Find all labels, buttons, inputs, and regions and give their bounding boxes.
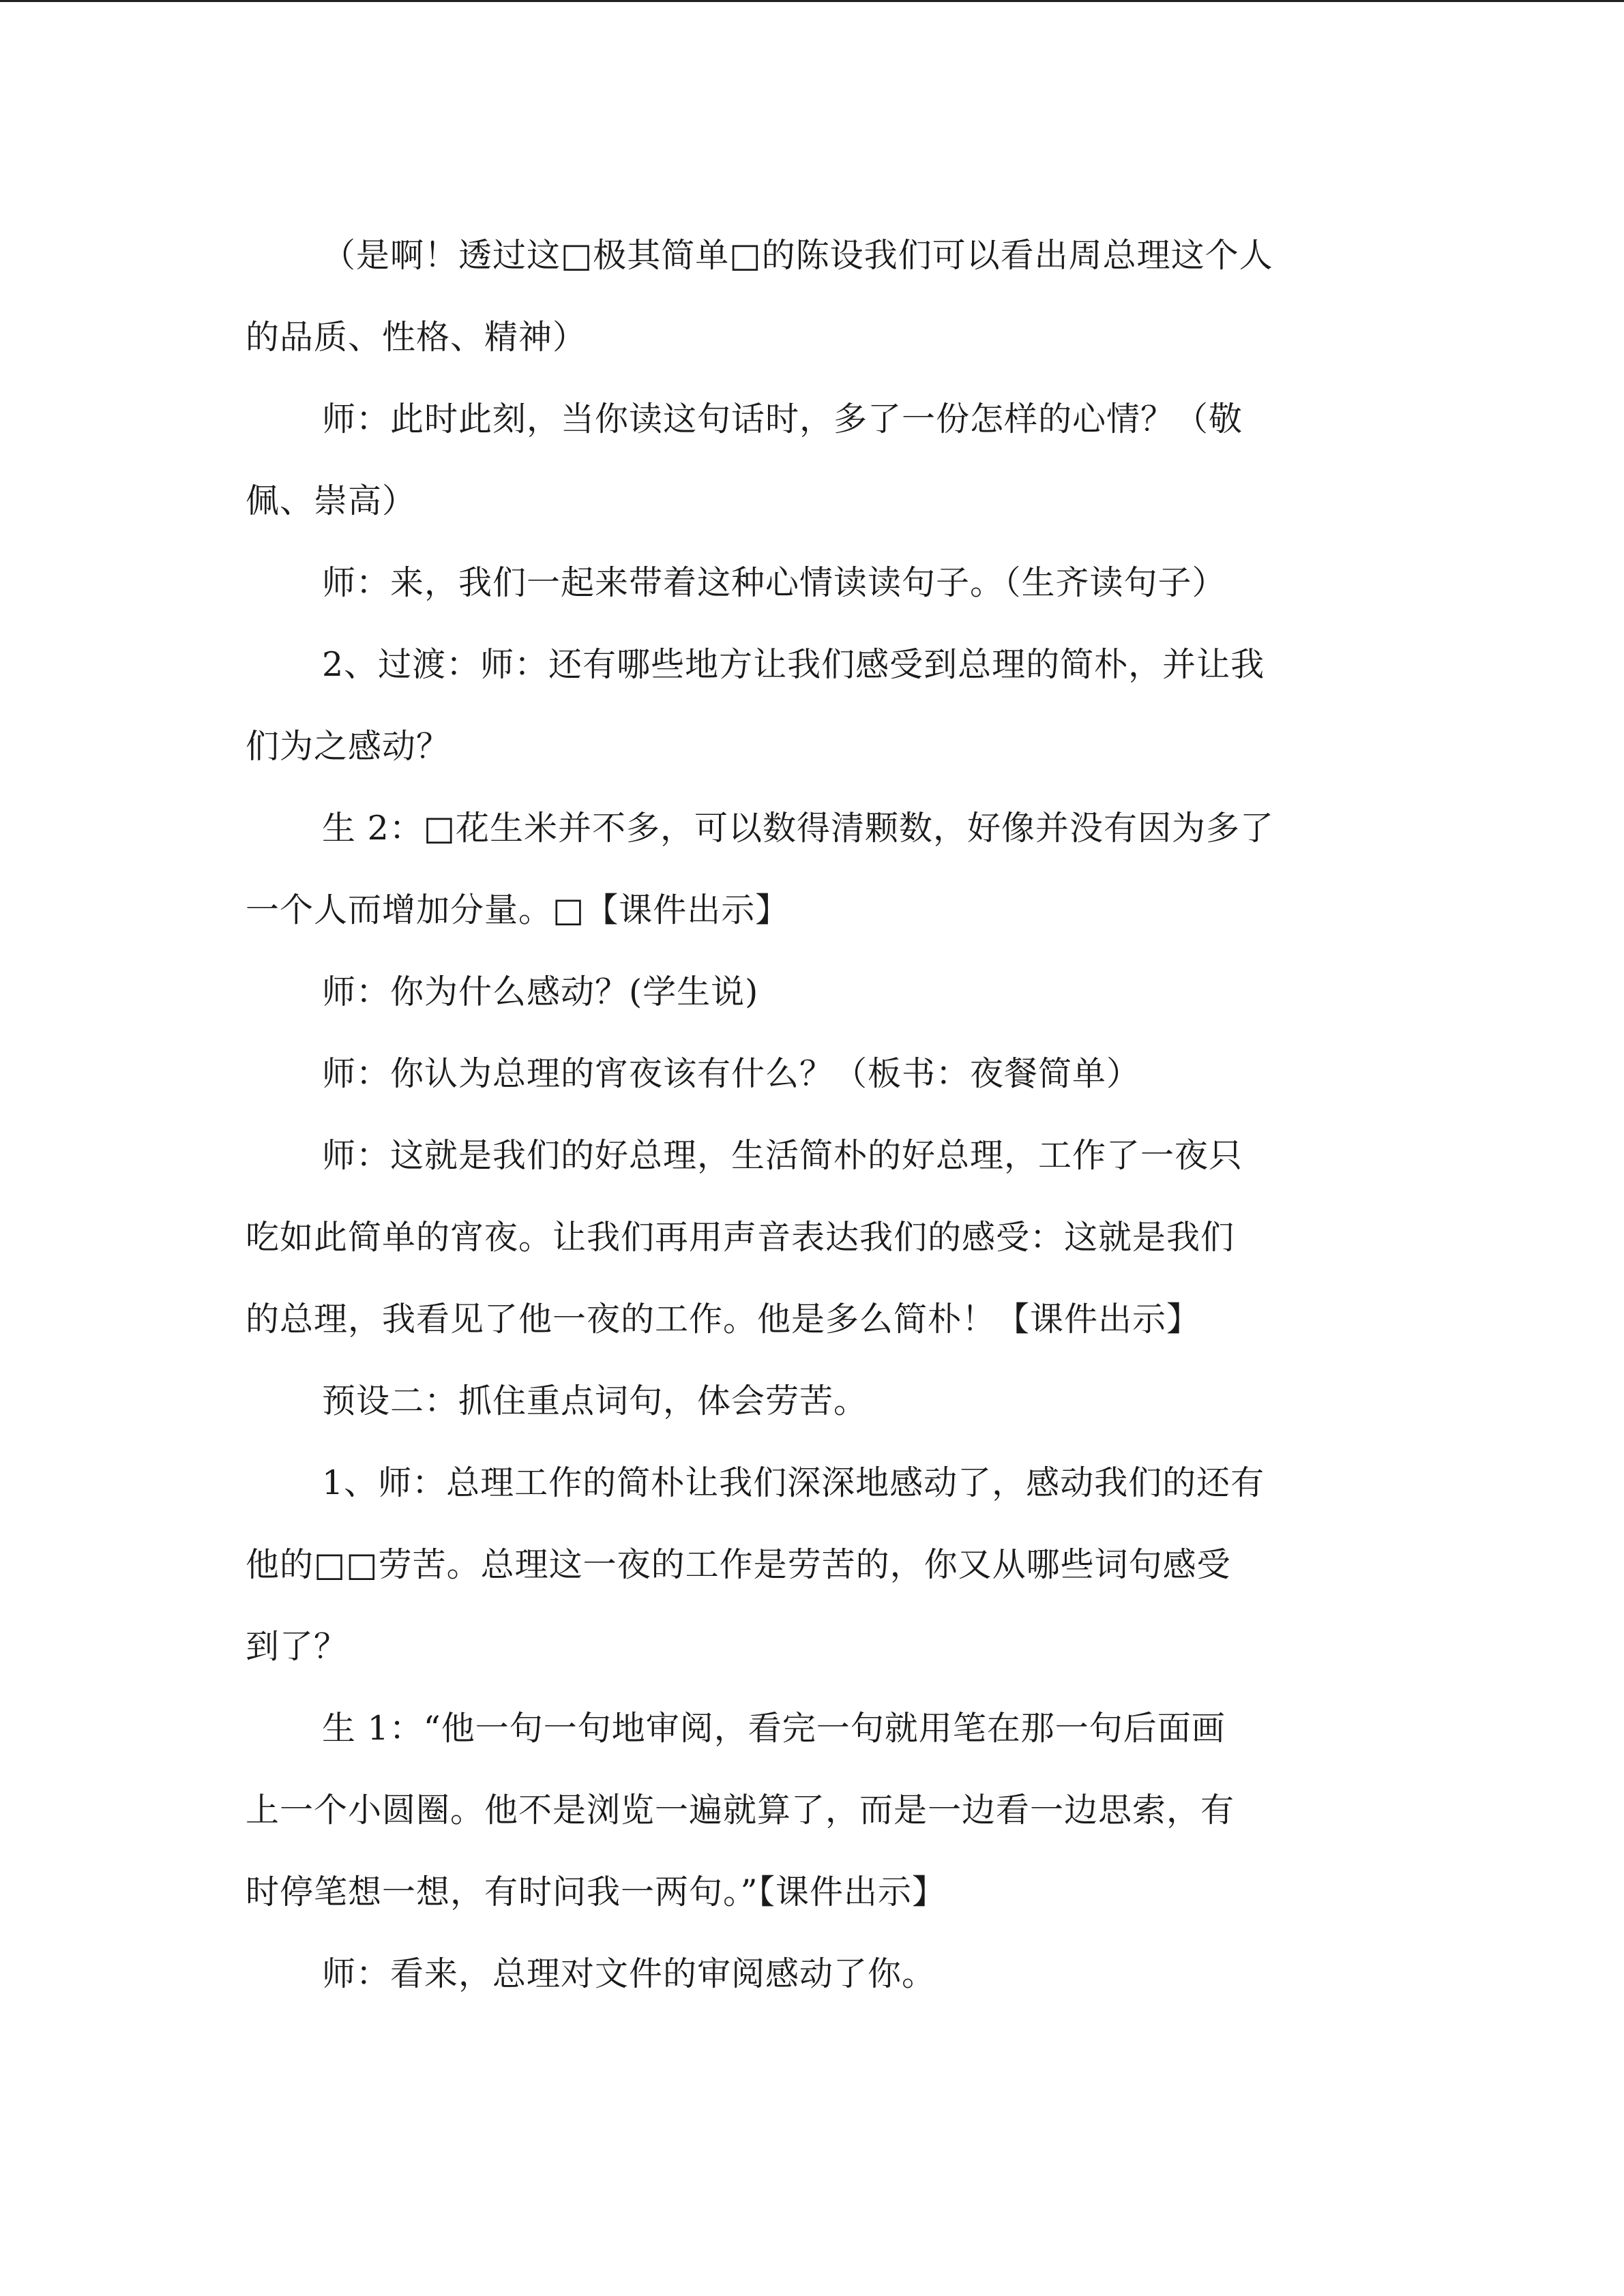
paragraph-line: 2、过渡：师：还有哪些地方让我们感受到总理的简朴，并让我	[322, 645, 1265, 684]
paragraph-line: 师：看来，总理对文件的审阅感动了你。	[322, 1954, 936, 1993]
paragraph-line: 师：这就是我们的好总理，生活简朴的好总理，工作了一夜只	[322, 1136, 1243, 1175]
paragraph-line: 生 2：□花生米并不多，可以数得清颗数，好像并没有因为多了	[322, 809, 1275, 848]
paragraph-line: 的总理，我看见了他一夜的工作。他是多么简朴！【课件出示】	[246, 1300, 1201, 1339]
paragraph-line: 们为之感动？	[246, 727, 451, 766]
paragraph-line: 到了？	[246, 1627, 349, 1666]
paragraph-line: 1、师：总理工作的简朴让我们深深地感动了，感动我们的还有	[322, 1463, 1265, 1502]
document-body	[246, 215, 1381, 2015]
paragraph-line: 一个人而增加分量。□【课件出示】	[246, 891, 790, 929]
paragraph-line: 时停笔想一想，有时问我一两句。”【课件出示】	[246, 1873, 947, 1911]
page-top-border	[0, 0, 1624, 2]
paragraph-line: 佩、崇高）	[246, 481, 417, 520]
paragraph-line: 师：你为什么感动？(学生说)	[322, 972, 759, 1011]
paragraph-line: 师：此时此刻，当你读这句话时，多了一份怎样的心情？（敬	[322, 400, 1243, 438]
paragraph-line: 预设二：抓住重点词句，体会劳苦。	[322, 1382, 868, 1420]
paragraph-line: 生 1：“他一句一句地审阅，看完一句就用笔在那一句后面画	[322, 1709, 1226, 1748]
paragraph-line: 师：你认为总理的宵夜该有什么？（板书：夜餐简单）	[322, 1054, 1141, 1093]
paragraph-line: 他的□□劳苦。总理这一夜的工作是劳苦的，你又从哪些词句感受	[246, 1545, 1231, 1584]
paragraph-line: （是啊！透过这□极其简单□的陈设我们可以看出周总理这个人	[322, 236, 1273, 275]
paragraph-line: 上一个小圆圈。他不是浏览一遍就算了，而是一边看一边思索，有	[246, 1791, 1235, 1830]
paragraph-line: 师：来，我们一起来带着这种心情读读句子。（生齐读句子）	[322, 563, 1226, 602]
paragraph-line: 吃如此简单的宵夜。让我们再用声音表达我们的感受：这就是我们	[246, 1218, 1235, 1257]
paragraph-line: 的品质、性格、精神）	[246, 318, 587, 357]
